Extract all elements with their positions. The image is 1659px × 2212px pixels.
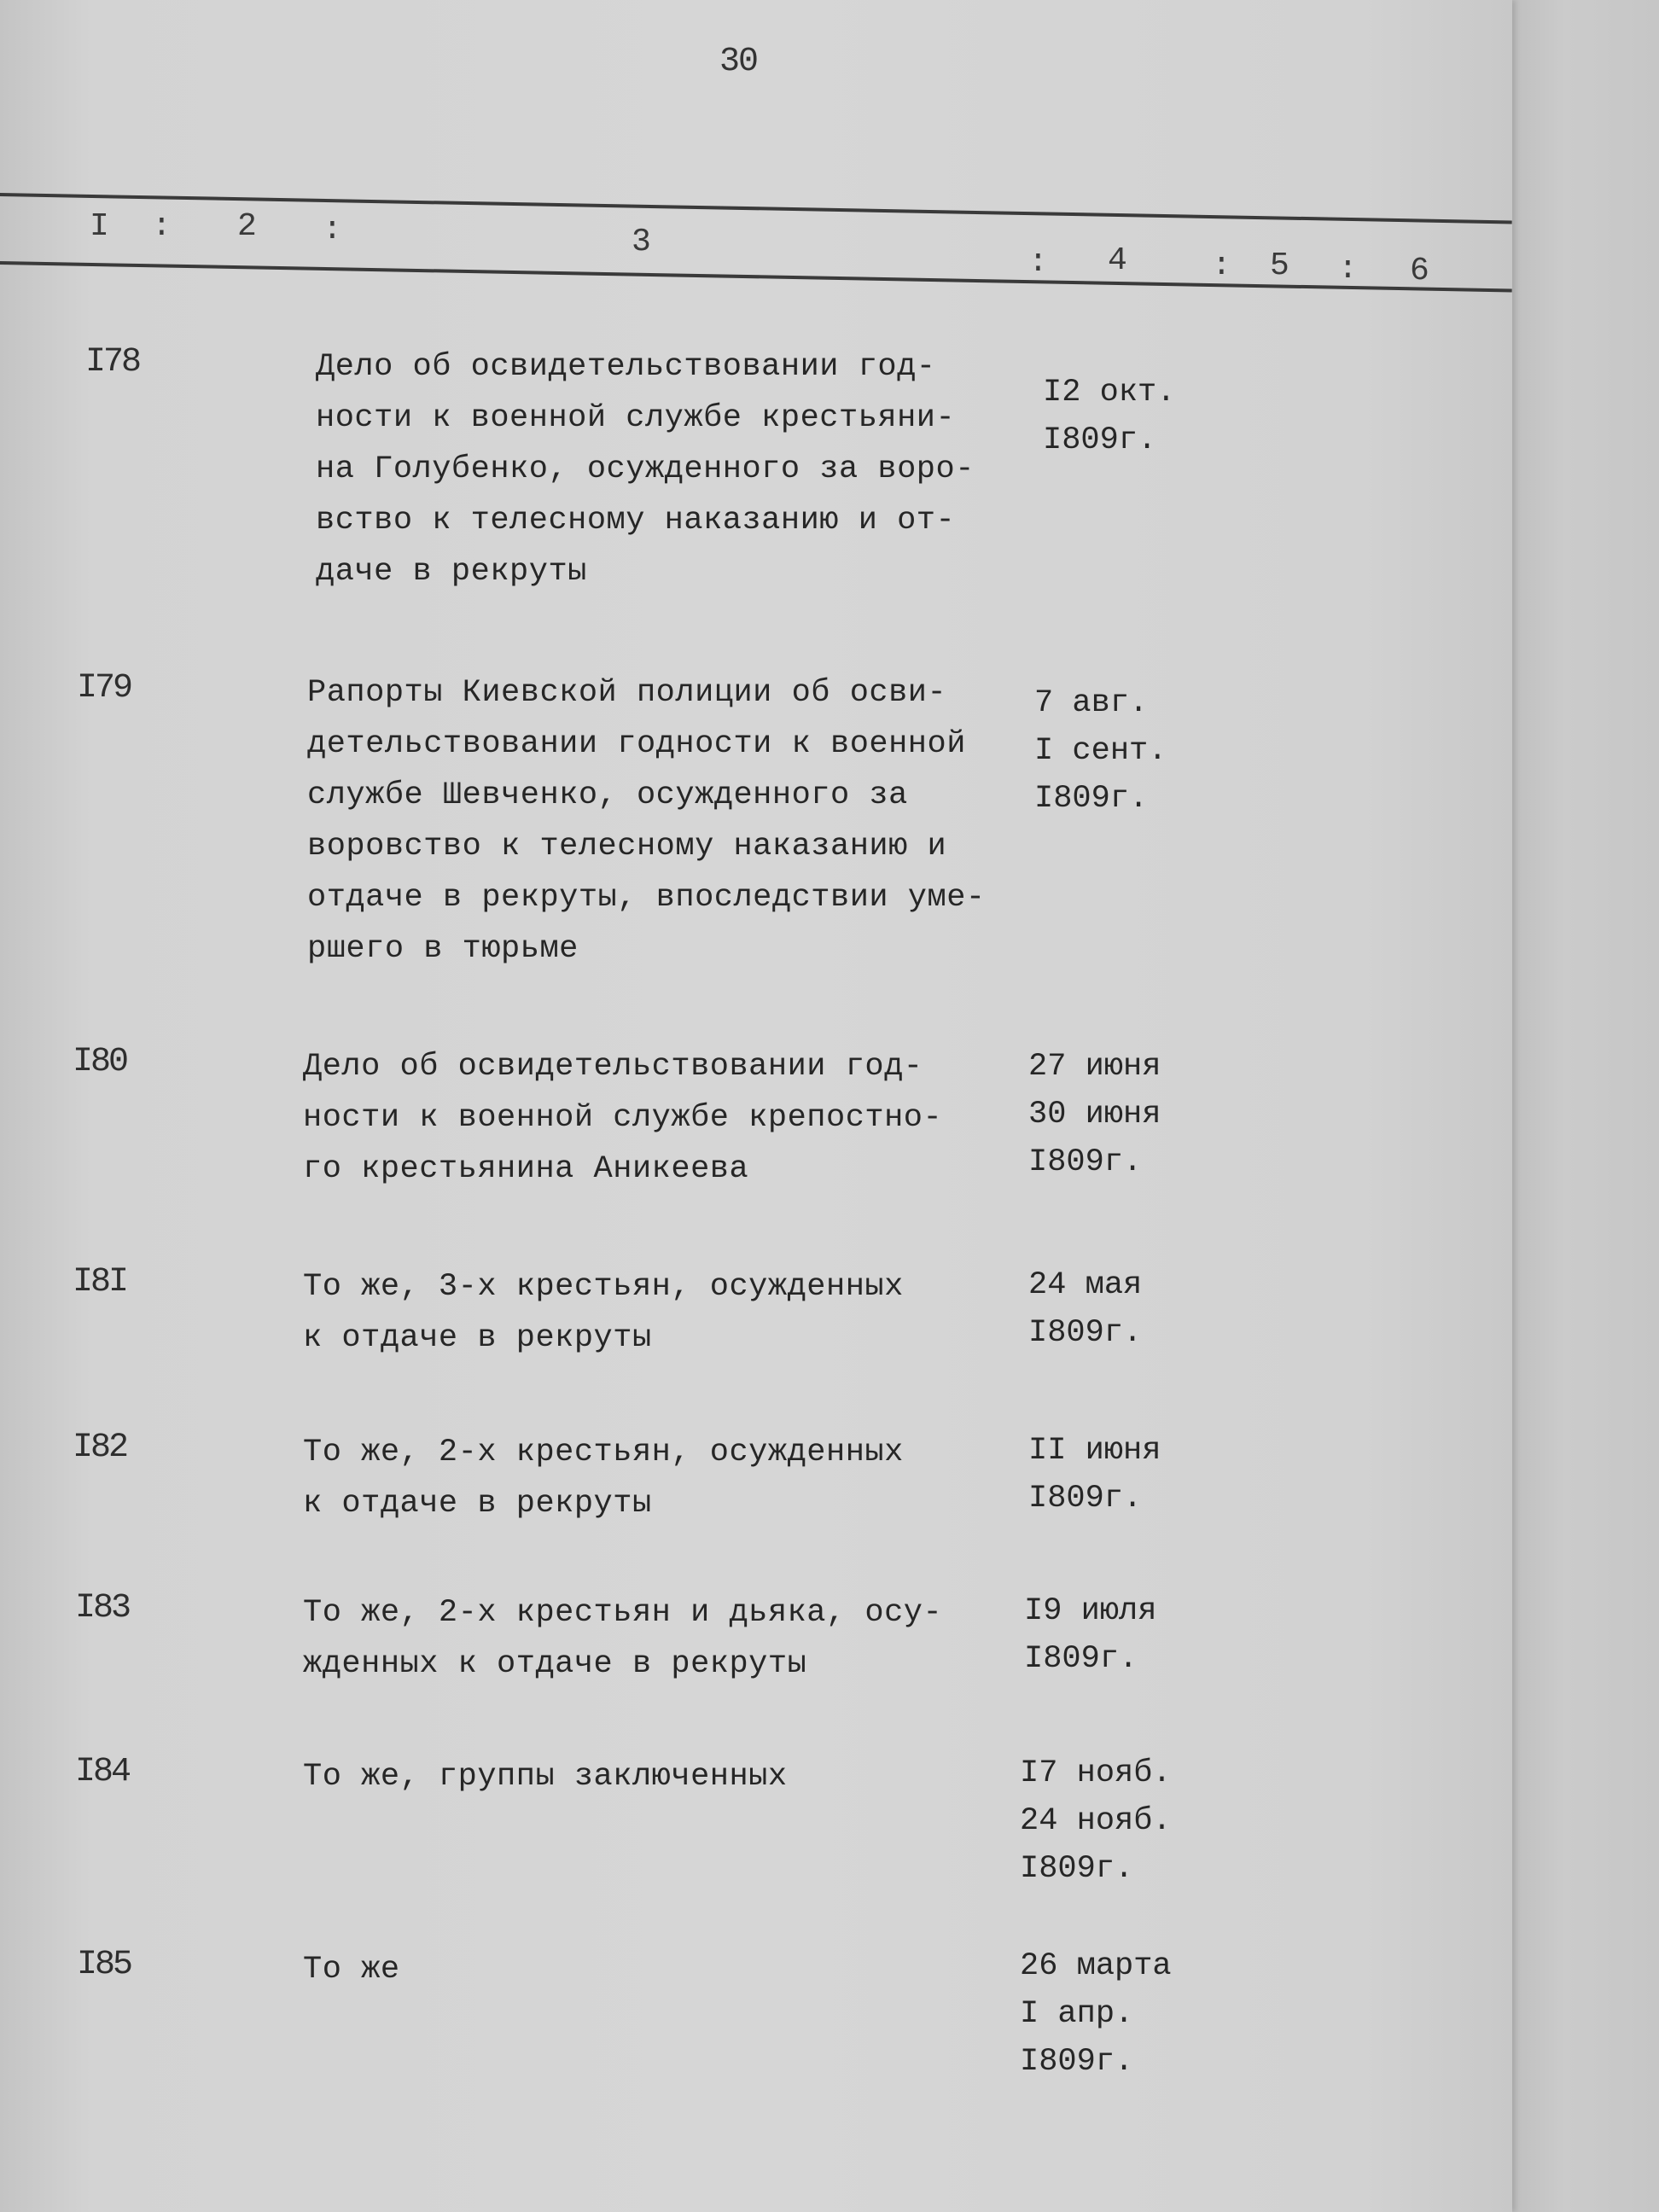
entry-description [316,341,1050,597]
entry-dates [1020,1749,1172,1893]
column-header-5: 5 [1270,247,1289,284]
entry-dates [1028,1261,1142,1357]
date-line: 24 нояб. [1020,1803,1172,1839]
entry-dates [1043,369,1175,464]
column-separator: : [1028,244,1048,281]
date-line: I809г. [1034,781,1149,817]
date-line: 26 марта [1020,1948,1172,1984]
entry-dates [1028,1427,1161,1522]
entry-number: I85 [77,1946,131,1984]
description-line: к отдаче в рекруты [303,1320,652,1356]
date-line: 30 июня [1028,1097,1161,1132]
description-line: То же, 3-х крестьян, осужденных [303,1269,904,1305]
description-line: даче в рекруты [316,554,587,590]
column-header-2: 2 [237,208,257,245]
date-line: I809г. [1020,2044,1134,2080]
date-line: I809г. [1028,1144,1143,1180]
description-line: ности к военной службе крепостно- [303,1100,943,1136]
entry-description [303,1427,1037,1529]
description-line: жденных к отдаче в рекруты [303,1646,807,1682]
date-line: I809г. [1028,1481,1143,1516]
entry-description [303,1944,1037,1995]
entry-dates [1020,1942,1172,2086]
date-line: I809г. [1024,1641,1138,1677]
description-line: Дело об освидетельствовании год- [303,1049,923,1085]
description-line: То же, 2-х крестьян, осужденных [303,1435,904,1470]
description-line: То же, 2-х крестьян и дьяка, осу- [303,1595,943,1631]
column-header-3: 3 [632,224,651,260]
description-line: к отдаче в рекруты [303,1486,652,1522]
entry-description [303,1751,1037,1802]
entry-dates [1024,1587,1156,1683]
description-line: службе Шевченко, осужденного за [307,777,908,813]
page-number: 30 [719,43,758,81]
column-header-4: 4 [1108,242,1127,279]
entry-description [303,1041,1037,1195]
entry-number: I78 [85,343,140,381]
description-line: То же [303,1952,400,1988]
column-separator: : [1212,247,1231,284]
description-line: То же, группы заключенных [303,1759,788,1795]
entry-number: I80 [73,1043,127,1081]
column-header-6: 6 [1410,253,1429,289]
date-line: I9 июля [1024,1593,1157,1629]
description-line: Дело об освидетельствовании год- [316,349,936,385]
date-line: II июня [1028,1433,1161,1469]
entry-number: I79 [77,669,131,707]
date-line: I809г. [1028,1315,1143,1351]
column-separator: : [1338,251,1358,288]
description-line: воровство к телесному наказанию и [307,829,947,864]
entry-number: I82 [73,1429,127,1467]
date-line: I2 окт. [1043,375,1176,410]
date-line: 7 авг. [1034,685,1149,721]
entry-number: I8I [73,1263,127,1301]
entry-number: I83 [75,1589,130,1627]
date-line: I сент. [1034,733,1167,769]
description-line: ршего в тюрьме [307,931,579,967]
column-separator: : [152,208,172,245]
header-rule-top [0,193,1512,224]
column-header-1: I [90,208,109,245]
description-line: отдаче в рекруты, впоследствии уме- [307,880,986,916]
description-line: ности к военной службе крестьяни- [316,400,956,436]
adjacent-sheet [1502,0,1659,2212]
date-line: I7 нояб. [1020,1755,1172,1791]
date-line: I809г. [1043,422,1157,458]
column-separator: : [323,212,342,248]
entry-description [307,667,1041,975]
date-line: 27 июня [1028,1049,1161,1085]
description-line: го крестьянина Аникеева [303,1151,749,1187]
description-line: Рапорты Киевской полиции об осви- [307,675,947,711]
entry-number: I84 [75,1753,130,1791]
description-line: на Голубенко, осужденного за воро- [316,451,975,487]
date-line: I809г. [1020,1851,1134,1887]
entry-dates [1028,1043,1161,1186]
entry-description [303,1261,1037,1364]
date-line: 24 мая [1028,1267,1143,1303]
entry-description [303,1587,1037,1690]
entry-dates [1034,679,1167,823]
description-line: детельствовании годности к военной [307,726,966,762]
date-line: I апр. [1020,1996,1134,2032]
description-line: вство к телесному наказанию и от- [316,503,956,538]
